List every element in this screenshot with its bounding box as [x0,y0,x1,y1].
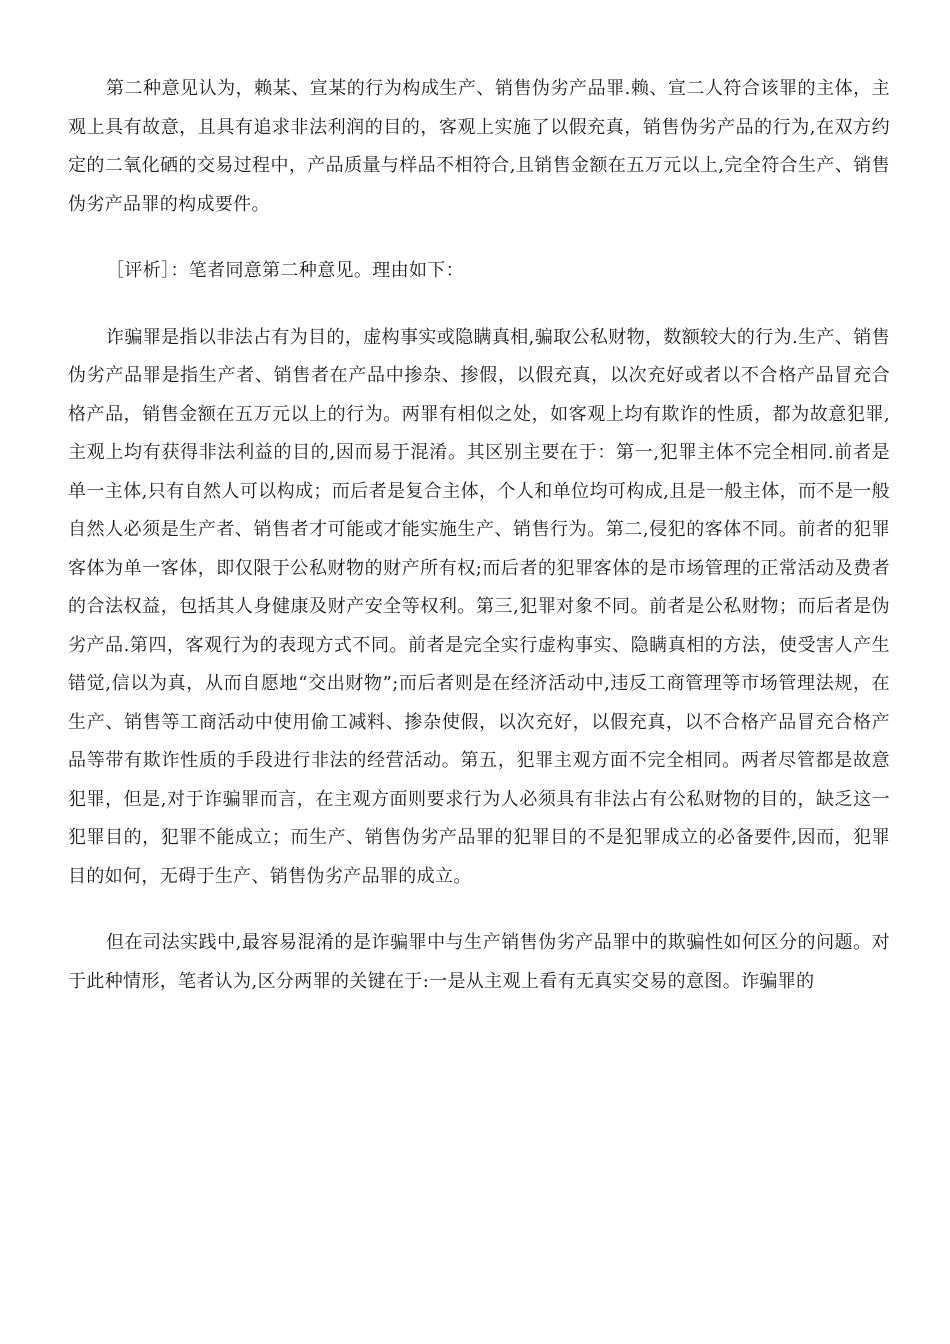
paragraph-second-opinion: 第二种意见认为，赖某、宣某的行为构成生产、销售伪劣产品罪.赖、宣二人符合该罪的主体，主观上具有故意，且具有追求非法利润的目的，客观上实施了以假充真，销售伪劣产品的行为,在双方约定的二氧化硒的交易过程中，产品质量与样品不相符合,且销售金额在五万元以上,完全符合生产、销售伪劣产品罪的构成要件。 [68,78,890,215]
paragraph-crime-distinction: 诈骗罪是指以非法占有为目的，虚构事实或隐瞒真相,骗取公私财物，数额较大的行为.生产、销售伪劣产品罪是指生产者、销售者在产品中掺杂、掺假，以假充真，以次充好或者以不合格产品冒充合格产品，销售金额在五万元以上的行为。两罪有相似之处，如客观上均有欺诈的性质，都为故意犯罪,主观上均有获得非法利益的目的,因而易于混淆。其区别主要在于：第一,犯罪主体不完全相同.前者是单一主体,只有自然人可以构成；而后者是复合主体，个人和单位均可构成,且是一般主体，而不是一般自然人必须是生产者、销售者才可能或才能实施生产、销售行为。第二,侵犯的客体不同。前者的犯罪客体为单一客体，即仅限于公私财物的财产所有权;而后者的犯罪客体的是市场管理的正常活动及费者的合法权益，包括其人身健康及财产安全等权利。第三,犯罪对象不同。前者是公私财物；而后者是伪劣产品.第四，客观行为的表现方式不同。前者是完全实行虚构事实、隐瞒真相的方法，使受害人产生错觉,信以为真，从而自愿地“交出财物”;而后者则是在经济活动中,违反工商管理等市场管理法规，在生产、销售等工商活动中使用偷工减料、掺杂使假，以次充好，以假充真，以不合格产品冒充合格产品等带有欺诈性质的手段进行非法的经营活动。第五，犯罪主观方面不完全相同。两者尽管都是故意犯罪，但是,对于诈骗罪而言，在主观方面则要求行为人必须具有非法占有公私财物的目的，缺乏这一犯罪目的，犯罪不能成立；而生产、销售伪劣产品罪的犯罪目的不是犯罪成立的必备要件,因而，犯罪目的如何，无碍于生产、销售伪劣产品罪的成立。 [68,326,890,887]
paragraph-analysis-heading: ［评析］：笔者同意第二种意见。理由如下： [106,260,464,281]
paragraph-judicial-practice: 但在司法实践中,最容易混淆的是诈骗罪中与生产销售伪劣产品罪中的欺骗性如何区分的问题。对于此种情形，笔者认为,区分两罪的关键在于:一是从主观上看有无真实交易的意图。诈骗罪的 [68,932,890,992]
